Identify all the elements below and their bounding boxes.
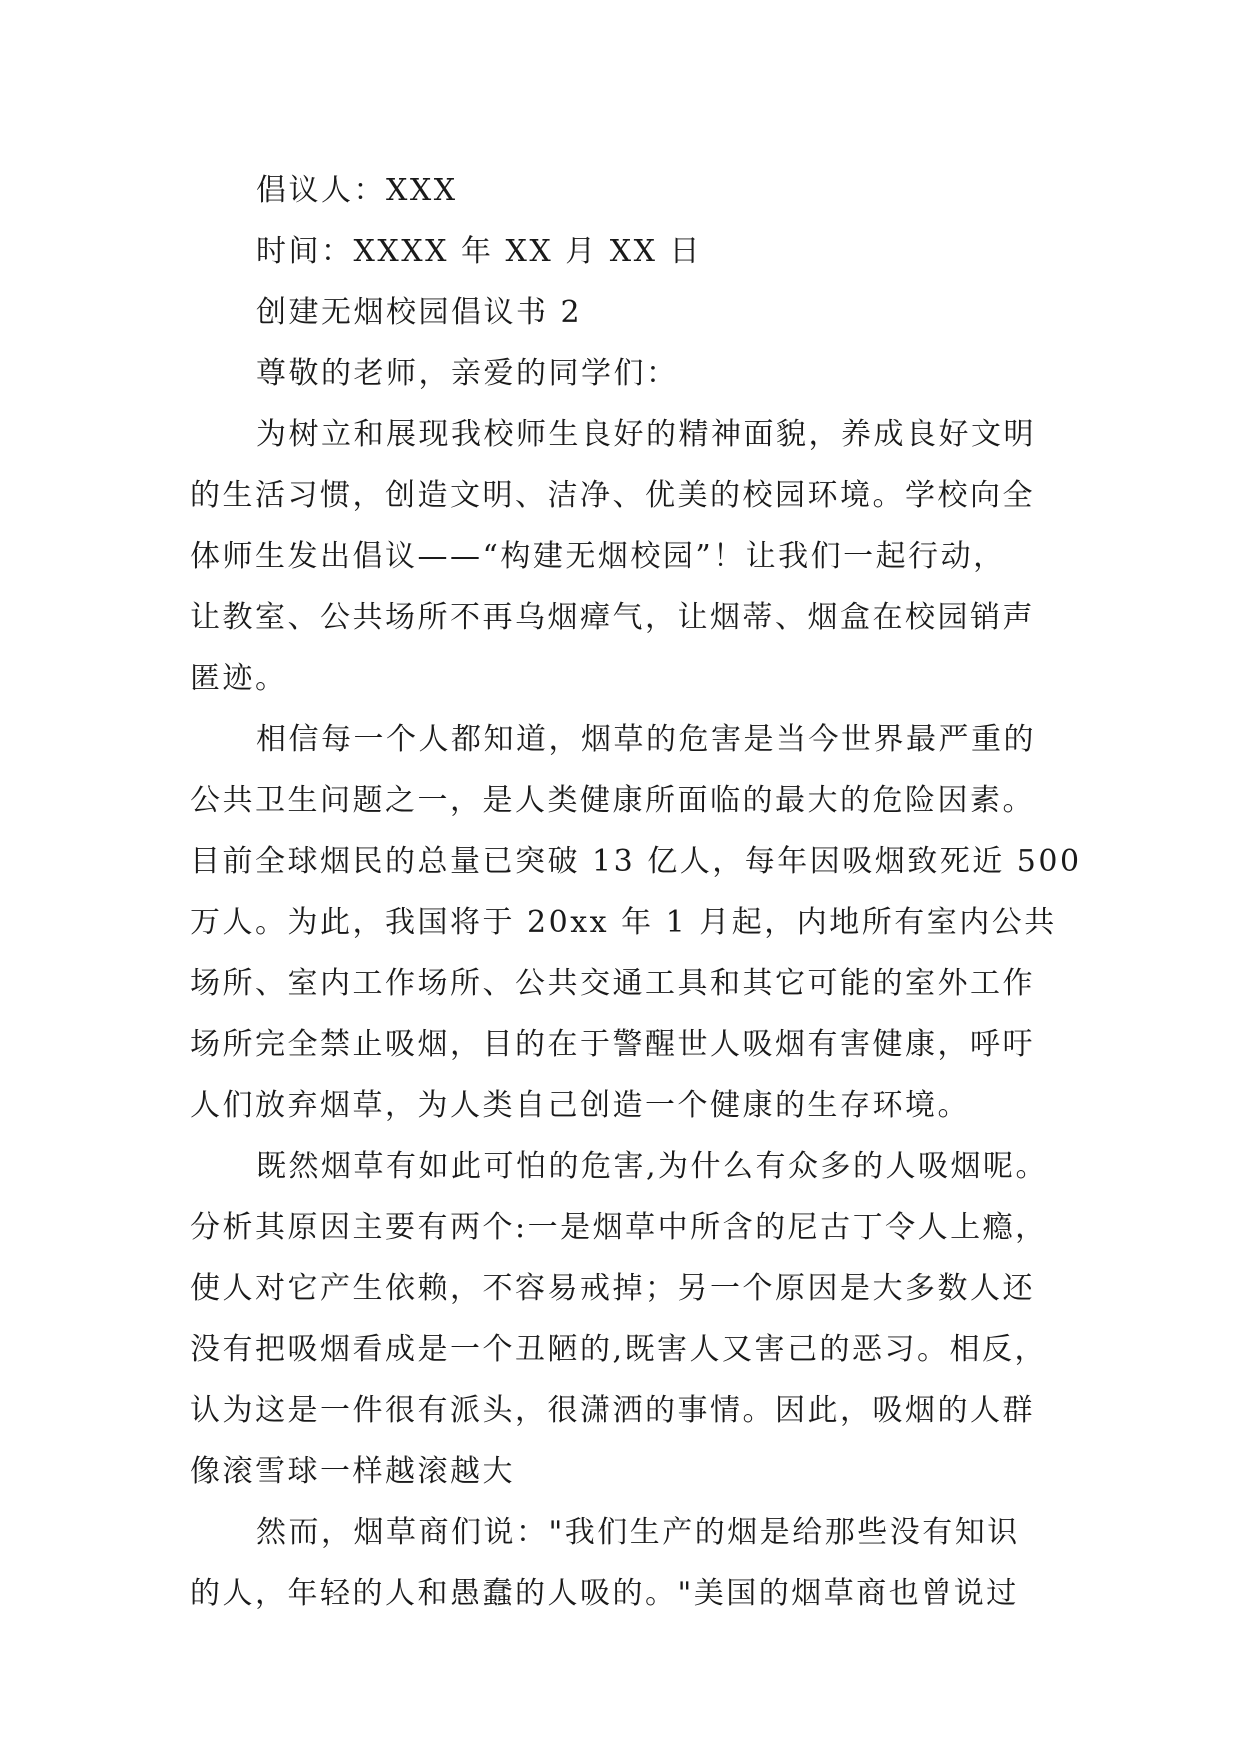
initiator-line: 倡议人：XXX — [256, 173, 458, 208]
document-title: 创建无烟校园倡议书 2 — [256, 295, 583, 330]
paragraph-line: 既然烟草有如此可怕的危害,为什么有众多的人吸烟呢。 — [256, 1149, 1049, 1184]
paragraph-line: 目前全球烟民的总量已突破 13 亿人，每年因吸烟致死近 500 — [190, 844, 1082, 879]
paragraph-line: 匿迹。 — [190, 661, 288, 696]
paragraph-line: 使人对它产生依赖，不容易戒掉；另一个原因是大多数人还 — [190, 1271, 1035, 1306]
paragraph-line: 公共卫生问题之一，是人类健康所面临的最大的危险因素。 — [190, 783, 1035, 818]
paragraph-line: 没有把吸烟看成是一个丑陋的,既害人又害己的恶习。相反， — [190, 1332, 1048, 1367]
paragraph-line: 为树立和展现我校师生良好的精神面貌，养成良好文明 — [256, 417, 1036, 452]
paragraph-line: 分析其原因主要有两个:一是烟草中所含的尼古丁令人上瘾， — [190, 1210, 1048, 1245]
paragraph-2 — [190, 709, 1082, 1136]
paragraph-line: 像滚雪球一样越滚越大 — [190, 1454, 515, 1489]
paragraph-line: 相信每一个人都知道，烟草的危害是当今世界最严重的 — [256, 722, 1036, 757]
paragraph-line: 让教室、公共场所不再乌烟瘴气，让烟蒂、烟盒在校园销声 — [190, 600, 1035, 635]
paragraph-4 — [190, 1502, 1070, 1624]
paragraph-line: 万人。为此，我国将于 20xx 年 1 月起，内地所有室内公共 — [190, 905, 1057, 940]
date-line: 时间：XXXX 年 XX 月 XX 日 — [256, 234, 703, 269]
paragraph-line: 的生活习惯，创造文明、洁净、优美的校园环境。学校向全 — [190, 478, 1035, 513]
paragraph-line: 场所完全禁止吸烟，目的在于警醒世人吸烟有害健康，呼吁 — [190, 1027, 1035, 1062]
paragraph-line: 体师生发出倡议——“构建无烟校园”！让我们一起行动， — [190, 539, 1006, 574]
paragraph-line: 人们放弃烟草，为人类自己创造一个健康的生存环境。 — [190, 1088, 970, 1123]
paragraph-line: 然而，烟草商们说："我们生产的烟是给那些没有知识 — [256, 1515, 1020, 1550]
paragraph-1 — [190, 404, 1070, 709]
document-body — [190, 160, 1082, 1624]
paragraph-line: 场所、室内工作场所、公共交通工具和其它可能的室外工作 — [190, 966, 1035, 1001]
paragraph-line: 的人，年轻的人和愚蠢的人吸的。"美国的烟草商也曾说过 — [190, 1576, 1019, 1611]
paragraph-line: 认为这是一件很有派头，很潇洒的事情。因此，吸烟的人群 — [190, 1393, 1035, 1428]
salutation: 尊敬的老师，亲爱的同学们： — [256, 356, 679, 391]
paragraph-3 — [190, 1136, 1070, 1502]
